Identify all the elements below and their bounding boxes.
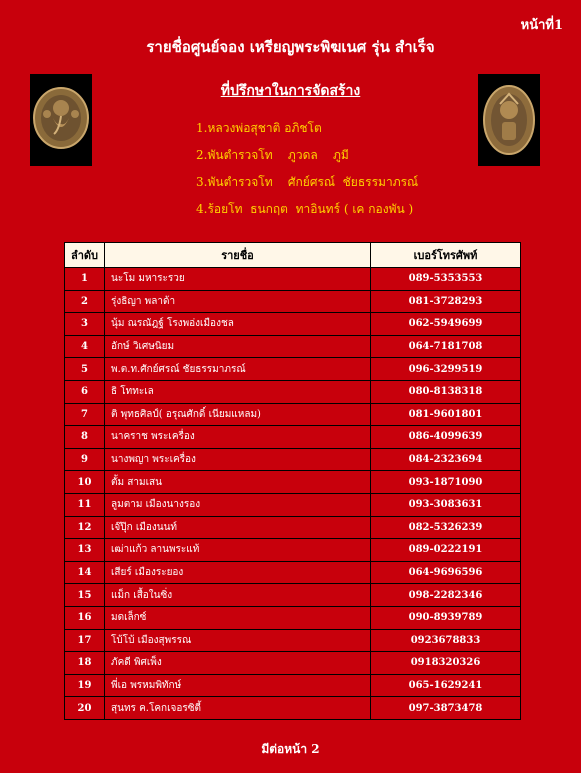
- advisor-item: 4.ร้อยโท ธนกฤต ทาอินทร์ ( เค กองพัน ): [196, 202, 414, 216]
- table-row: [65, 471, 521, 494]
- row-name: ลูมตาม เมืองนางรอง: [105, 493, 371, 516]
- row-name: นะโม มหาระรวย: [105, 268, 371, 291]
- table-row: [65, 629, 521, 652]
- row-name: โบ้โบ้ เมืองสุพรรณ: [105, 629, 371, 652]
- row-name: แม็ก เสื้อในซิ่ง: [105, 584, 371, 607]
- advisor-list: [196, 118, 418, 226]
- row-phone: 064-7181708: [371, 335, 521, 358]
- name-list-table: [64, 242, 521, 720]
- advisor-item: 1.หลวงพ่อสุชาติ อภิชโต: [196, 121, 322, 135]
- table-row: [65, 606, 521, 629]
- table-row: [65, 268, 521, 291]
- row-phone: 081-3728293: [371, 290, 521, 313]
- row-phone: 081-9601801: [371, 403, 521, 426]
- advisor-heading: ที่ปรึกษาในการจัดสร้าง: [220, 83, 361, 99]
- row-phone: 0923678833: [371, 629, 521, 652]
- table-row: [65, 584, 521, 607]
- table-row: [65, 697, 521, 720]
- row-number: 12: [65, 516, 105, 539]
- row-name: สุนทร ค.โคกเจอรซิตี้: [105, 697, 371, 720]
- table-row: [65, 674, 521, 697]
- row-number: 9: [65, 448, 105, 471]
- table-row: [65, 380, 521, 403]
- row-phone: 082-5326239: [371, 516, 521, 539]
- row-phone: 084-2323694: [371, 448, 521, 471]
- table-row: [65, 561, 521, 584]
- row-phone: 096-3299519: [371, 358, 521, 381]
- table-row: [65, 448, 521, 471]
- row-name: พี่เอ พรหมพิทักษ์: [105, 674, 371, 697]
- row-phone: 065-1629241: [371, 674, 521, 697]
- ganesha-amulet-back-icon: [478, 74, 540, 166]
- row-number: 16: [65, 606, 105, 629]
- row-name: มดเล็กซ์: [105, 606, 371, 629]
- table-row: [65, 403, 521, 426]
- table-row: [65, 539, 521, 562]
- row-number: 14: [65, 561, 105, 584]
- ganesha-amulet-front-icon: [30, 74, 92, 166]
- column-header-phone: เบอร์โทรศัพท์: [371, 243, 521, 268]
- table-row: [65, 426, 521, 449]
- column-header-order: ลำดับ: [65, 243, 105, 268]
- table-row: [65, 290, 521, 313]
- row-number: 11: [65, 493, 105, 516]
- row-phone: 098-2282346: [371, 584, 521, 607]
- row-phone: 089-5353553: [371, 268, 521, 291]
- table-row: [65, 493, 521, 516]
- row-phone: 086-4099639: [371, 426, 521, 449]
- row-number: 7: [65, 403, 105, 426]
- row-name: นางพญา พระเครื่อง: [105, 448, 371, 471]
- row-phone: 093-1871090: [371, 471, 521, 494]
- row-name: ตั้ม สามเสน: [105, 471, 371, 494]
- row-phone: 093-3083631: [371, 493, 521, 516]
- row-number: 6: [65, 380, 105, 403]
- page-title: รายชื่อศูนย์จอง เหรียญพระพิฆเนศ รุ่น สำเร็จ: [146, 38, 435, 56]
- table-row: [65, 652, 521, 675]
- row-number: 5: [65, 358, 105, 381]
- row-number: 2: [65, 290, 105, 313]
- row-phone: 062-5949699: [371, 313, 521, 336]
- row-name: นาคราช พระเครื่อง: [105, 426, 371, 449]
- row-phone: 0918320326: [371, 652, 521, 675]
- row-name: นุ้ม ณรณัฎฐ์ โรงพอ่งเมืองชล: [105, 313, 371, 336]
- row-phone: 090-8939789: [371, 606, 521, 629]
- table-row: [65, 335, 521, 358]
- column-header-name: รายชื่อ: [105, 243, 371, 268]
- advisor-item: 3.พันตำรวจโท ศักย์ศรณ์ ชัยธรรมาภรณ์: [196, 175, 419, 189]
- row-number: 19: [65, 674, 105, 697]
- row-name: รุ่งธิญา พลาด้า: [105, 290, 371, 313]
- table-row: [65, 516, 521, 539]
- row-number: 18: [65, 652, 105, 675]
- row-number: 1: [65, 268, 105, 291]
- row-number: 8: [65, 426, 105, 449]
- row-name: เจ๊ปุ๊ก เมืองนนท์: [105, 516, 371, 539]
- row-number: 4: [65, 335, 105, 358]
- row-number: 3: [65, 313, 105, 336]
- row-phone: 080-8138318: [371, 380, 521, 403]
- advisor-item: 2.พันตำรวจโท ภูวดล ภูมี: [196, 148, 349, 162]
- row-number: 15: [65, 584, 105, 607]
- row-name: ติ พุทธศิลป์( อรุณศักดิ์ เนียมแหลม): [105, 403, 371, 426]
- row-number: 13: [65, 539, 105, 562]
- row-number: 10: [65, 471, 105, 494]
- table-header-row: [65, 243, 521, 268]
- row-phone: 097-3873478: [371, 697, 521, 720]
- row-name: อักษ์ วิเศษนิยม: [105, 335, 371, 358]
- table-row: [65, 313, 521, 336]
- row-phone: 064-9696596: [371, 561, 521, 584]
- row-name: พ.ต.ท.ศักย์ศรณ์ ชัยธรรมาภรณ์: [105, 358, 371, 381]
- row-phone: 089-0222191: [371, 539, 521, 562]
- row-name: ธิ โททะเล: [105, 380, 371, 403]
- row-number: 20: [65, 697, 105, 720]
- page-number: หน้าที่1: [520, 18, 563, 33]
- continued-note: มีต่อหน้า 2: [261, 742, 320, 756]
- row-name: เสียร์ เมืองระยอง: [105, 561, 371, 584]
- table-row: [65, 358, 521, 381]
- row-number: 17: [65, 629, 105, 652]
- row-name: ภัคดี พิศเพ็ง: [105, 652, 371, 675]
- row-name: เฒ่าแก้ว ลานพระแท้: [105, 539, 371, 562]
